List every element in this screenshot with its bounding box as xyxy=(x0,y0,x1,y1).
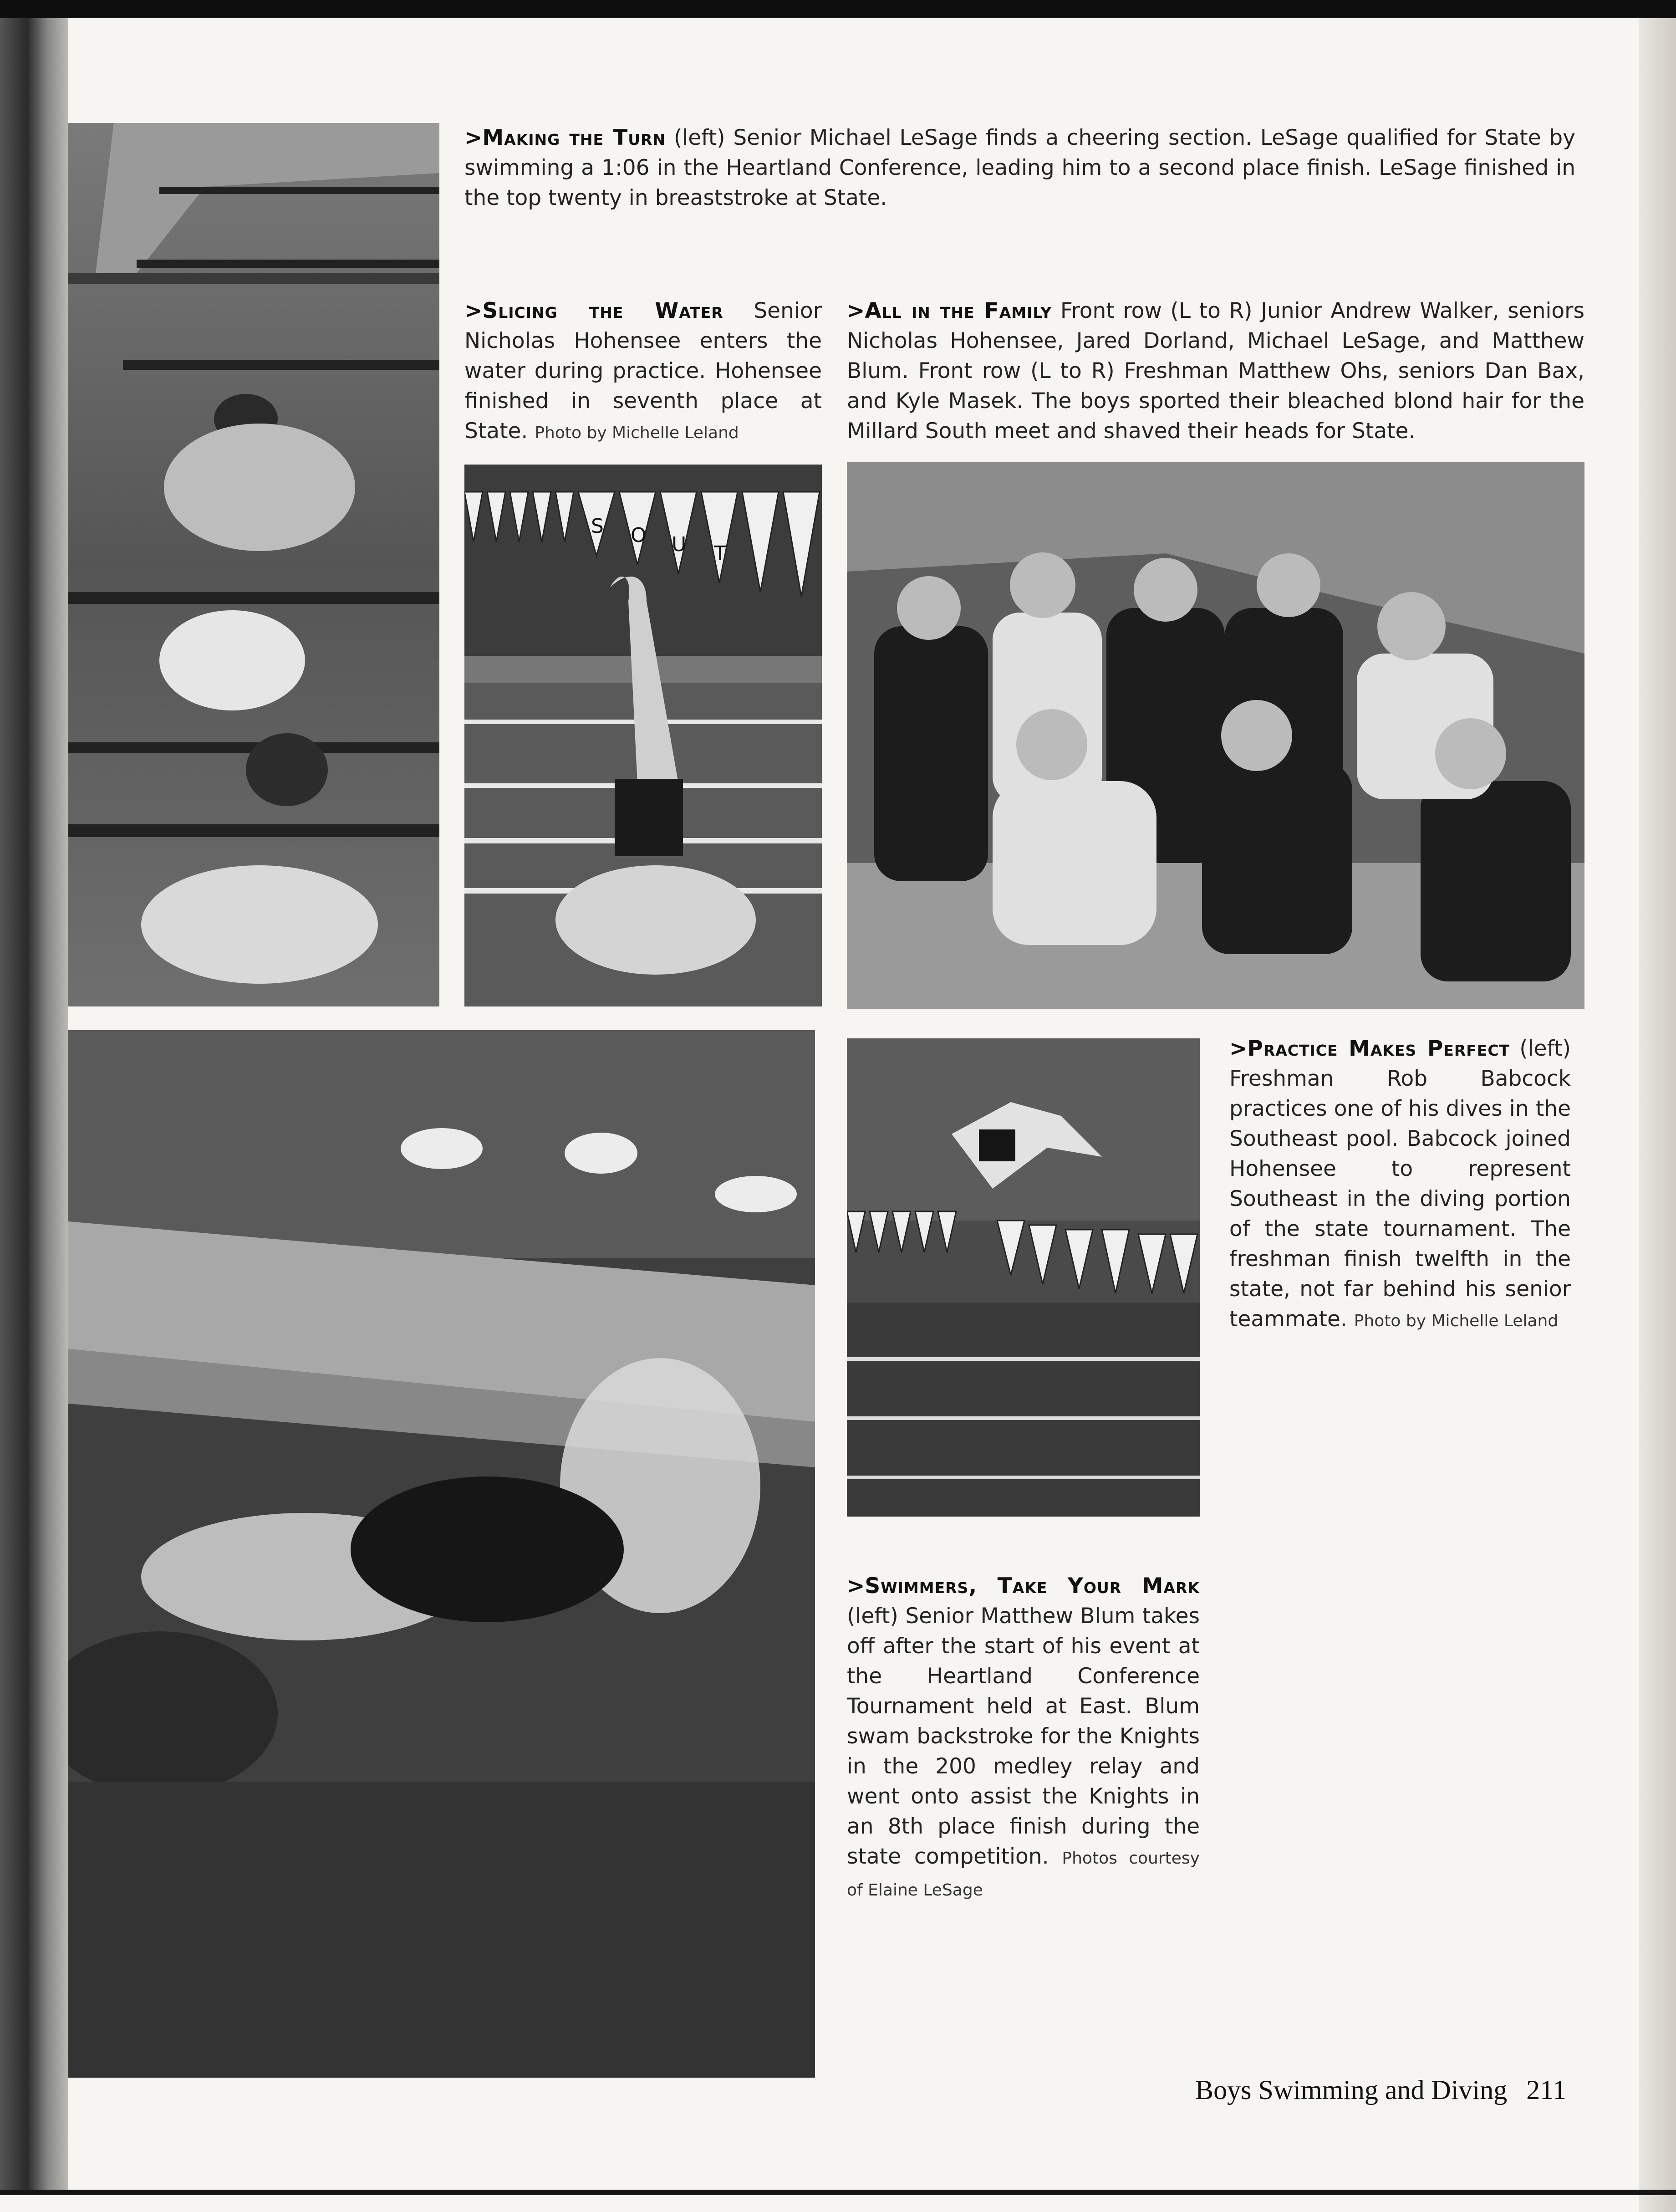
banner-letter-t: T xyxy=(714,542,726,565)
caption-title: Slicing the Water xyxy=(482,298,723,323)
caption-body: Front row (L to R) Junior Andrew Walker, seniors Nicholas Hohensee, Jared Dorland, Michael LeSage, and Matthew Blum. Front row (L to R) Freshman Matthew Ohs, seniors Dan Bax, and Kyle Masek. The boys sported their bleached blond hair for the Millard South meet and shaved their heads for State. xyxy=(847,298,1584,444)
caption-body: (left) Senior Michael LeSage finds a cheering section. LeSage qualified for State by swimming a 1:06 in the Heartland Conference, leading him to a second place finish. LeSage finished in the top twenty in breaststroke at State. xyxy=(464,125,1575,210)
caption-title: Swimmers, Take Your Mark xyxy=(865,1573,1200,1599)
page-top-edge xyxy=(0,0,1676,18)
section-title: Boys Swimming and Diving xyxy=(1195,2075,1508,2105)
page-number: 211 xyxy=(1526,2075,1566,2105)
banner-letter-s: S xyxy=(591,515,604,538)
caption-arrow: > xyxy=(464,125,483,150)
caption-swimmers-take-your-mark xyxy=(847,1571,1200,1905)
caption-arrow: > xyxy=(847,1573,865,1599)
caption-body: Senior Nicholas Hohensee enters the water during practice. Hohensee finished in seventh place at State. xyxy=(464,298,822,444)
caption-body: (left) Freshman Rob Babcock practices one of his dives in the Southeast pool. Babcock joined Hohensee to represent Southeast in the diving portion of the state tournament. The freshman finish twelfth in the state, not far behind his senior teammate. xyxy=(1229,1036,1571,1332)
photo-making-the-turn xyxy=(68,123,439,1006)
caption-all-in-the-family xyxy=(847,296,1584,446)
caption-body: (left) Senior Matthew Blum takes off after the start of his event at the Heartland Conference Tournament held at East. Blum swam backstroke for the Knights in the 200 medley relay and went onto assist the Knights in an 8th place finish during the state competition. xyxy=(847,1604,1200,1869)
photo-slicing-the-water xyxy=(464,465,822,1006)
caption-arrow: > xyxy=(847,298,865,323)
photo-credit: Photo by Michelle Leland xyxy=(1354,1312,1559,1330)
caption-practice-makes-perfect xyxy=(1229,1034,1571,1336)
caption-title: Making the Turn xyxy=(482,125,666,150)
photo-credit: Photos courtesy of Elaine LeSage xyxy=(847,1849,1200,1900)
page-bottom-edge xyxy=(0,2190,1676,2195)
caption-making-the-turn xyxy=(464,123,1575,213)
caption-arrow: > xyxy=(464,298,483,323)
page-right-edge xyxy=(1639,18,1676,2212)
photo-practice-makes-perfect xyxy=(847,1038,1200,1517)
book-spine-shadow xyxy=(0,18,68,2190)
caption-slicing-the-water xyxy=(464,296,822,448)
photo-all-in-the-family xyxy=(847,462,1584,1009)
photo-swimmers-take-your-mark xyxy=(68,1030,815,2078)
banner-letter-u: U xyxy=(672,533,687,556)
banner-letter-o: O xyxy=(631,524,647,547)
caption-arrow: > xyxy=(1229,1036,1248,1061)
page-footer xyxy=(1156,2074,1566,2111)
caption-title: All in the Family xyxy=(865,298,1052,323)
photo-credit: Photo by Michelle Leland xyxy=(535,424,739,442)
caption-title: Practice Makes Perfect xyxy=(1247,1036,1510,1061)
